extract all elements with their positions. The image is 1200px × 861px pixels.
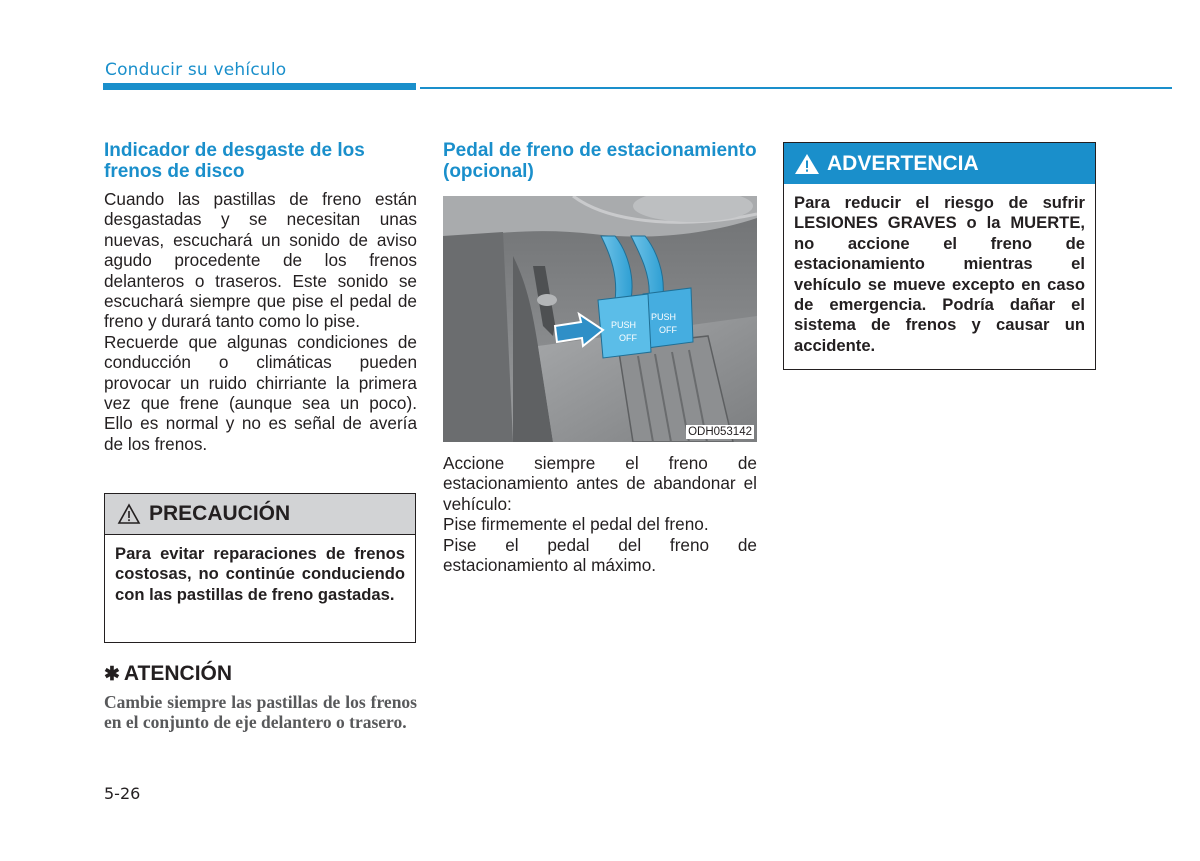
pedal-off-label-2: OFF <box>659 325 677 335</box>
header-rule-thin <box>420 87 1172 89</box>
warning-box <box>783 142 1096 370</box>
caution-title: PRECAUCIÓN <box>149 502 291 525</box>
attention-header <box>104 662 417 686</box>
parking-brake-text <box>443 453 757 575</box>
pedal-push-label: PUSH <box>611 320 637 330</box>
header-rule-thick <box>103 83 416 90</box>
caution-box <box>104 493 416 643</box>
parking-brake-paragraph-2: Pise firmemente el pedal del freno. <box>443 514 709 535</box>
attention-note <box>104 662 417 733</box>
parking-brake-pedal-illustration <box>443 196 757 442</box>
warning-header <box>784 143 1095 184</box>
parking-brake-heading: Pedal de freno de estacionamiento (opcional) <box>443 140 757 182</box>
caution-body: Para evitar reparaciones de frenos costosas, no continúe conduciendo con las pastillas de freno gastadas. <box>115 544 405 604</box>
page-number: 5-26 <box>104 784 141 803</box>
warning-title: ADVERTENCIA <box>827 151 979 175</box>
pedal-push-label-2: PUSH <box>651 312 677 322</box>
warning-triangle-icon <box>117 503 141 525</box>
pedal-off-label: OFF <box>619 333 637 343</box>
asterisk-icon: ✱ <box>104 663 120 685</box>
disc-brake-wear-paragraph-2: Recuerde que algunas condiciones de conducción o climáticas pueden provocar un ruido chirriante la primera vez que frene (aunque sea un poco). Ello es normal y no es señal de avería de los frenos. <box>104 331 417 454</box>
disc-brake-wear-heading: Indicador de desgaste de los frenos de disco <box>104 140 365 182</box>
caution-header <box>105 494 415 535</box>
header-section-title: Conducir su vehículo <box>105 60 287 80</box>
attention-title: ATENCIÓN <box>123 662 233 685</box>
column-left <box>104 140 417 454</box>
parking-brake-paragraph-3: Pise el pedal del freno de estacionamiento al máximo. <box>443 534 757 576</box>
parking-brake-pedal-figure <box>443 196 757 442</box>
attention-body: Cambie siempre las pastillas de los frenos en el conjunto de eje delantero o trasero. <box>104 692 417 733</box>
parking-brake-paragraph-1: Accione siempre el freno de estacionamiento antes de abandonar el vehículo: <box>443 453 757 514</box>
disc-brake-wear-paragraph-1: Cuando las pastillas de freno están desgastadas y se necesitan unas nuevas, escuchará un sonido de aviso agudo procedente de los frenos delanteros o traseros. Este sonido se escuchará siempre que pise el pedal de freno y durará tanto como lo pise. <box>104 189 417 332</box>
figure-code: ODH053142 <box>688 426 752 438</box>
column-middle <box>443 140 757 182</box>
warning-body: Para reducir el riesgo de sufrir LESIONES GRAVES o la MUERTE, no accione el freno de estacionamiento mientras el vehículo se mueve excepto en caso de emergencia. Podría dañar el sistema de frenos y causar un accidente. <box>794 193 1085 355</box>
warning-triangle-icon <box>794 153 820 175</box>
